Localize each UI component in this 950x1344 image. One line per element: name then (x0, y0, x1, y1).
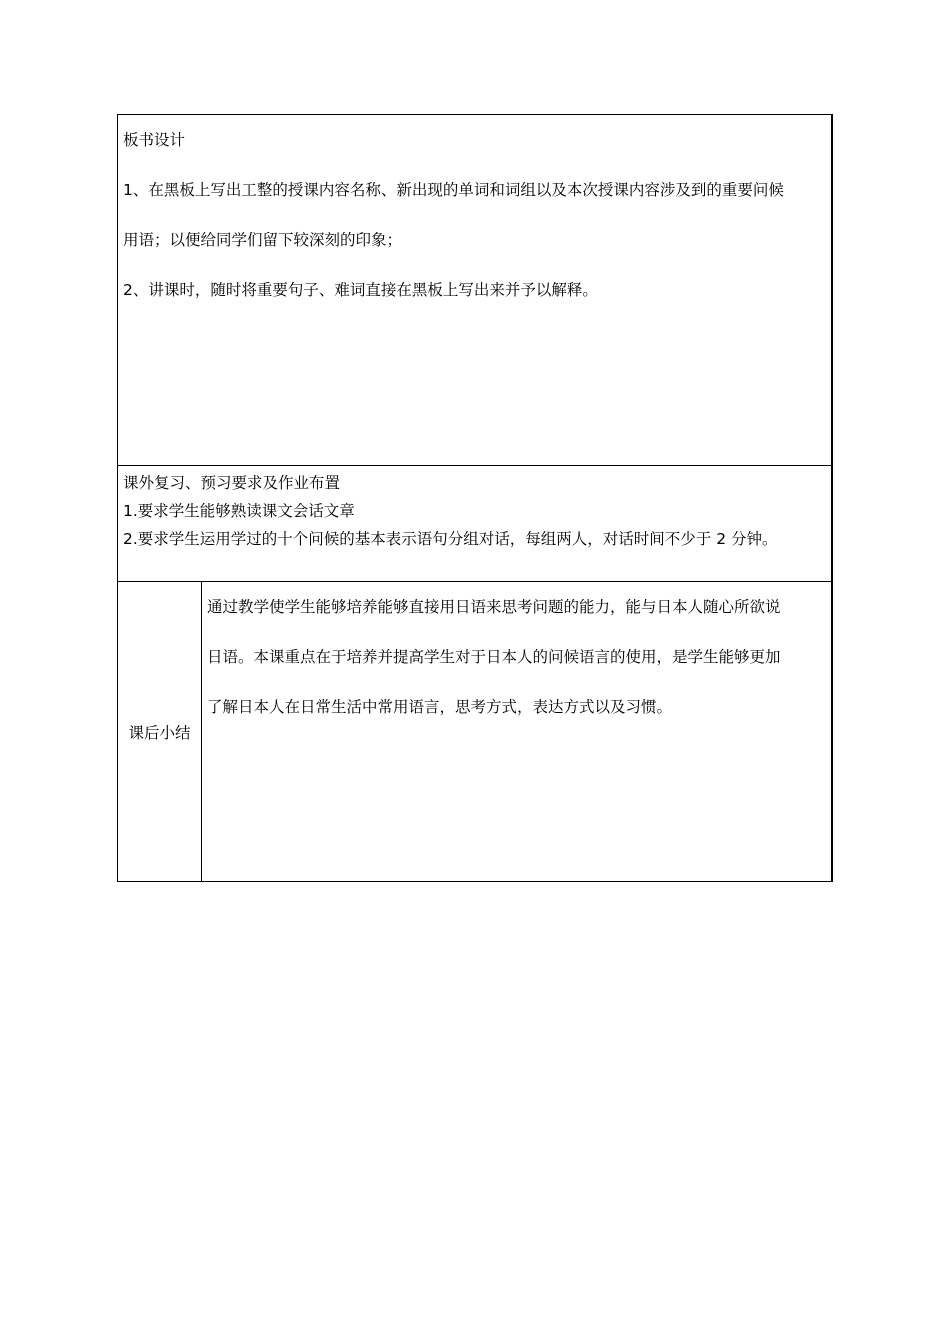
summary-section (118, 581, 831, 881)
board-design-title: 板书设计 (123, 131, 186, 149)
summary-line: 日语。本课重点在于培养并提高学生对于日本人的问候语言的使用，是学生能够更加 (207, 648, 781, 666)
homework-line: 1.要求学生能够熟读课文会话文章 (123, 502, 355, 520)
board-design-section (118, 115, 831, 465)
board-design-line: 2、讲课时，随时将重要句子、难词直接在黑板上写出来并予以解释。 (123, 281, 598, 299)
homework-section (118, 465, 831, 581)
summary-line: 通过教学使学生能够培养能够直接用日语来思考问题的能力，能与日本人随心所欲说 (207, 598, 781, 616)
summary-content (202, 582, 831, 881)
summary-line: 了解日本人在日常生活中常用语言，思考方式，表达方式以及习惯。 (207, 698, 673, 716)
board-design-line: 1、在黑板上写出工整的授课内容名称、新出现的单词和词组以及本次授课内容涉及到的重要问候 (123, 181, 784, 199)
lesson-plan-table (117, 114, 833, 882)
board-design-line: 用语；以便给同学们留下较深刻的印象； (123, 231, 403, 249)
homework-title: 课外复习、预习要求及作业布置 (123, 474, 341, 492)
summary-label: 课后小结 (118, 582, 202, 881)
homework-line: 2.要求学生运用学过的十个问候的基本表示语句分组对话，每组两人，对话时间不少于 2 分钟。 (123, 530, 778, 548)
